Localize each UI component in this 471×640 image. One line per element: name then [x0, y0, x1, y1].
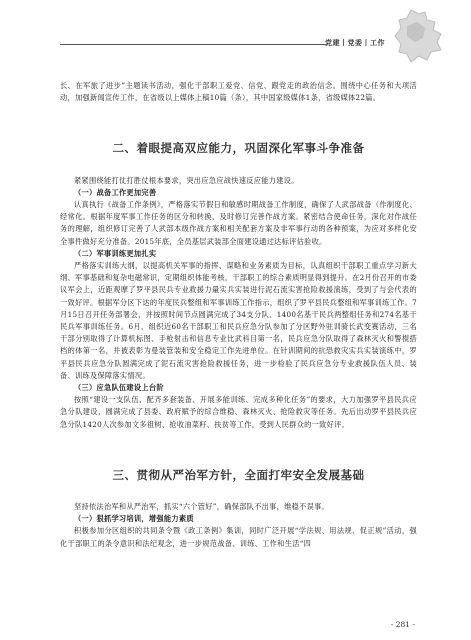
section-2-heading: 二、着眼提高双应能力，巩固深化军事斗争准备 — [112, 141, 365, 156]
header-section-tag: 党建丨党委丨工作 — [325, 39, 385, 47]
article-body — [60, 80, 417, 550]
page-header — [60, 6, 447, 78]
section-2-subheading-2: （二）军事训练更加扎实 — [74, 248, 157, 258]
header-rule — [60, 44, 327, 45]
section-2-subheading-3: （三）应急队伍建设上台阶 — [74, 383, 164, 393]
section-3-heading: 三、贯彻从严治军方针，全面打牢安全发展基础 — [112, 467, 365, 482]
section-2-paragraph-3: 按照“建设一支队伍、配齐多套装备、开展多能训练、完成多种化任务”的要求，大力加强罗平县民兵应急分队建设，圆满完成了县委、政府赋予的综合维稳、森林灭火、抢险救灾等任务。先后出动罗平县民兵应急分队1420人次参加文多祖树、抢收油菜籽、扶贫等工作，受到人民群众的一致好评。 — [60, 395, 417, 429]
intro-paragraph: 长、在军旅了进步”主题读书活动，强化干部职工爱党、信党、跟党走的政治信念。围绕中心任务和大项活动，加强新闻宣传工作，在省级以上媒体上稿10篇（条），其中国家级媒体1条，省级媒体22篇。 — [60, 81, 417, 103]
section-3-lead: 坚持依法治军和从严治军，抓实“六个管好”，确保部队不出事，维稳不误事。 — [74, 502, 330, 512]
section-3-subheading-1: （一）狠抓学习培训，增强能力素质 — [74, 514, 194, 524]
map-outline-icon — [387, 6, 447, 66]
page-number: - 281 - — [390, 620, 415, 629]
section-3-paragraph-1: 积极参加分区组织的共同条令暨《政工条例》集训，同时广泛开展“学法规、用法规、促正规”活动，强化干部职工的条令意识和法纪观念，进一步规范战备、训练、工作和生活“四 — [60, 526, 417, 548]
section-2-paragraph-1: 认真执行《战备工作条例》，严格落实节假日和敏感时期战备工作制度，确保了人武部战备（作制度化、经常化。根据年度军事工作任务的区分和转换，及时修订完善作战方案。紧密结合使命任务，深化对作战任务的理解，组织修订完善了人武部本级作战方案和相关配套方案及非军事行动的各种预案，为应对多样化安全事件做好充分准备。2015年底，全员基层武装部全面建设通过达标评估验收。 — [60, 200, 417, 246]
section-2-paragraph-2: 严格落实训练大纲，以提高机关军事的指挥、谋略和业务素质为目标，认真组织干部职工重点学习新大纲、军事基础和复杂电磁常识，定期组织体能考核，干部职工的综合素质明显得到提升。在2月份召开的市委议军会上，近距观摩了罗平县民兵专业救援力量实兵实装进行泥石流实害抢险救援演练，受到了与会代表的一致好评。根据军分区下达的年度民兵整组和军事训练工作指示，组织了罗平县民兵整组和军事训练工作。7月15日召开任务部署会，并按照时间节点圆满完成了34支分队、1400名基干民兵两整组任务和274名基干民兵军事训练任务。6月，组织近60名干部职工和民兵应急分队参加了分区野外驻训骑长武变赛活动，三名干部分别取得了计算机标图、手枪射击和信息专业比武科目第一名，民兵应急分队取得了森林灭火和警棍搭档的体第一名，并被表彰为曼装管装和安全稳定工作先进单位。在针训期间的抗恐救灾实兵实装演练中，罗平县民兵应急分队圆满完成了泥石流灾害抢险救援任务，进一步检验了民兵应急分专业救援队伍人员、装备、训练及保障落实情况。 — [60, 261, 417, 380]
section-2-subheading-1: （一）战备工作更加完善 — [74, 187, 157, 197]
section-2-lead: 紧紧围绕能打仗打胜仗根本要求，突出应急应战快速反应能力建设。 — [74, 175, 299, 185]
